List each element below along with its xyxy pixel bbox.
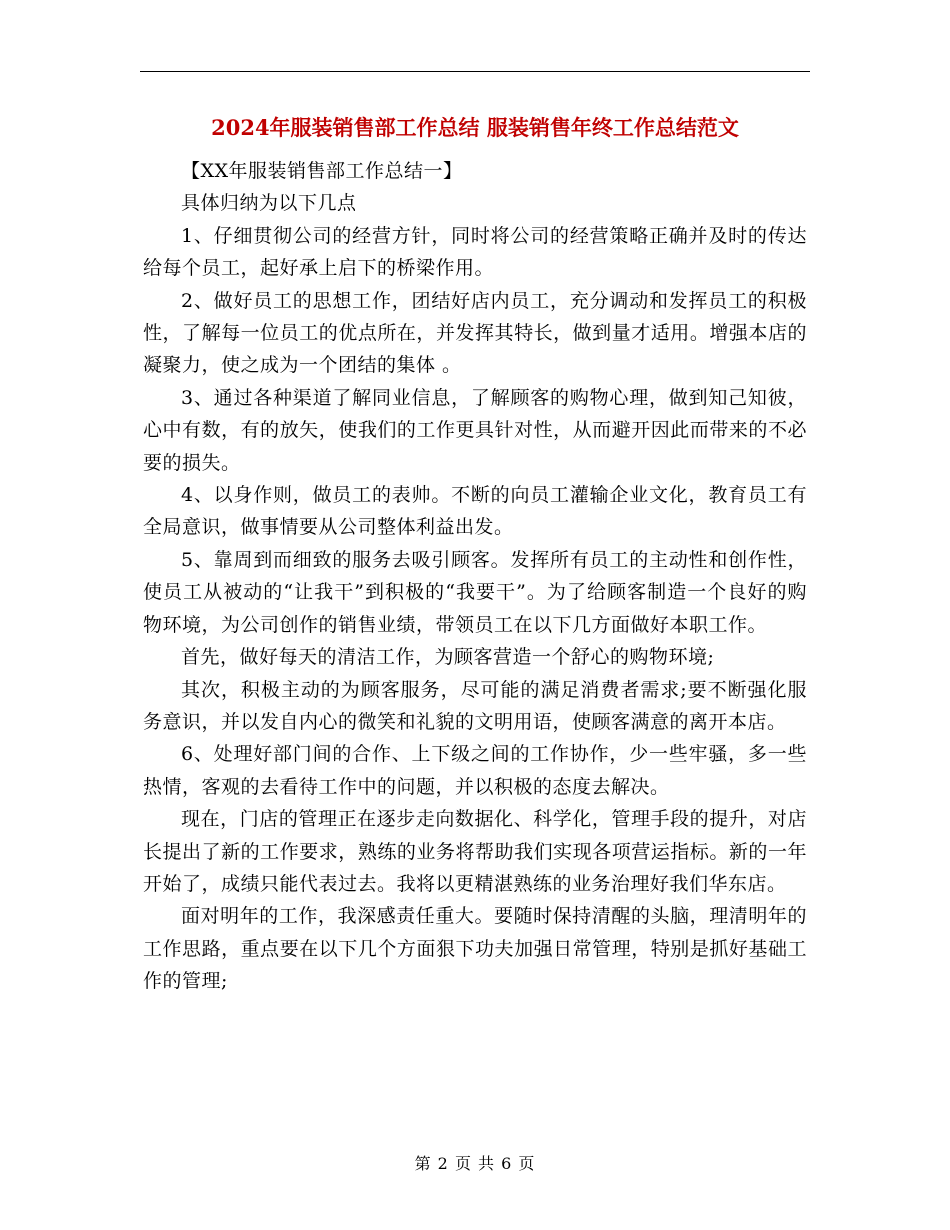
section-heading: 【XX年服装销售部工作总结一】 <box>181 160 463 182</box>
paragraph: 现在，门店的管理正在逐步走向数据化、科学化，管理手段的提升，对店长提出了新的工作要求，熟练的业务将帮助我们实现各项营运指标。新的一年开始了，成绩只能代表过去。我将以更精湛熟练的业务治理好我们华东店。 <box>143 808 807 895</box>
paragraph: 1、仔细贯彻公司的经营方针，同时将公司的经营策略正确并及时的传达给每个员工，起好承上启下的桥梁作用。 <box>143 224 807 280</box>
paragraph: 5、靠周到而细致的服务去吸引顾客。发挥所有员工的主动性和创作性，使员工从被动的“让我干”到积极的“我要干”。为了给顾客制造一个良好的购物环境，为公司创作的销售业绩，带领员工在以下几方面做好本职工作。 <box>143 548 807 636</box>
paragraph: 其次，积极主动的为顾客服务，尽可能的满足消费者需求;要不断强化服务意识，并以发自内心的微笑和礼貌的文明用语，使顾客满意的离开本店。 <box>143 678 807 733</box>
paragraph: 3、通过各种渠道了解同业信息，了解顾客的购物心理，做到知己知彼，心中有数，有的放矢，使我们的工作更具针对性，从而避开因此而带来的不必要的损失。 <box>143 386 807 474</box>
page-number: 第 2 页 共 6 页 <box>414 1154 536 1173</box>
paragraph: 6、处理好部门间的合作、上下级之间的工作协作，少一些牢骚，多一些热情，客观的去看待工作中的问题，并以积极的态度去解决。 <box>143 743 807 798</box>
document-body <box>143 155 807 998</box>
header-rule <box>140 71 810 72</box>
paragraph: 首先，做好每天的清洁工作，为顾客营造一个舒心的购物环境; <box>181 646 715 669</box>
paragraph: 4、以身作则，做员工的表帅。不断的向员工灌输企业文化，教育员工有全局意识，做事情要从公司整体利益出发。 <box>143 484 807 539</box>
document-title: 2024年服装销售部工作总结 服装销售年终工作总结范文 <box>211 115 739 140</box>
paragraph: 2、做好员工的思想工作，团结好店内员工，充分调动和发挥员工的积极性，了解每一位员工的优点所在，并发挥其特长，做到量才适用。增强本店的凝聚力，使之成为一个团结的集体 。 <box>143 289 807 377</box>
paragraph: 面对明年的工作，我深感责任重大。要随时保持清醒的头脑，理清明年的工作思路，重点要在以下几个方面狠下功夫加强日常管理，特别是抓好基础工作的管理; <box>143 905 807 993</box>
paragraph: 具体归纳为以下几点 <box>181 192 357 215</box>
